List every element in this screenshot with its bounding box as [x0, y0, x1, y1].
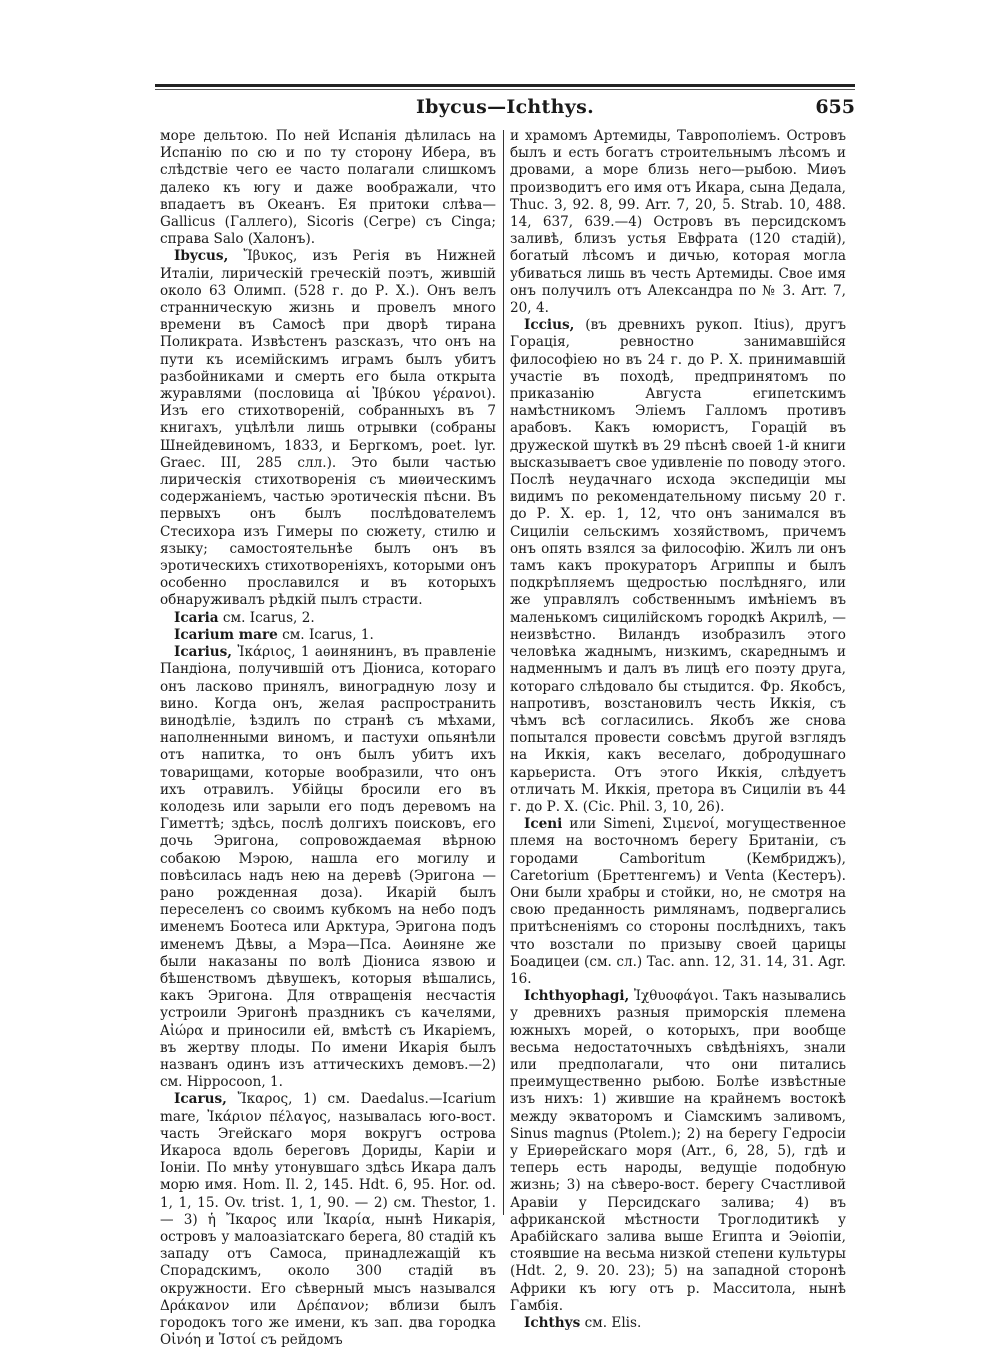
header-rule-thin [155, 89, 855, 90]
entry-ichthyophagi [510, 988, 846, 1315]
entry-headword: Ichthys [524, 1315, 581, 1332]
page-number: 655 [815, 96, 855, 118]
entry-text: Ἴκαρος, 1) см. Daedalus.—Icarium mare, Ἰκάριον πέλαγος, называлась юго-вост. часть Эгейскаго моря вокругъ острова Икароса вдоль береговъ Дориды, Каріи и Іоніи. По мнѣу утонувшаго здѣсь Икара далъ морю имя. Hom. Il. 2, 145. Hdt. 6, 95. Hor. od. 1, 1, 15. Ov. trist. 1, 1, 90. — 2) см. Thestor, 1. — 3) ἡ Ἴκαρος или Ἰκαρία, нынѣ Никарія, островъ у малоазіатскаго берега, 80 стадій къ западу отъ Самоса, принадлежащій къ Спорадскимъ, около 300 стадій въ окружности. Его сѣверный мысъ назывался Δράκανον или Δρέπανον; вблизи былъ городокъ того же имени, къ зап. два городка Οἰνόη и Ἰστοί съ рейдомъ [160, 1091, 496, 1349]
entry-text: Ἰκάριος, 1 аѳинянинъ, въ правленіе Пандіона, получившій отъ Діониса, котораго онъ ласково принялъ, виноградную лозу и вино. Когда онъ, желая распространить винодѣліе, ѣздилъ по странѣ съ мѣхами, наполненными виномъ, и пастухи опьянѣли отъ напитка, то онъ былъ убитъ ихъ товарищами, которые вообразили, что онъ ихъ отравилъ. Убійцы бросили его въ колодезь или зарыли его подъ деревомъ на Гиметтѣ; здѣсь, послѣ долгихъ поисковъ, его дочь Эригона, сопровождаемая вѣрною собакою Мэрою, нашла его могилу и повѣсилась надъ нею на деревѣ (Эригона — рано рожденная доза). Икарій былъ переселенъ со своимъ кубкомъ на небо подъ именемъ Боотеса или Арктура, Эригона подъ именемъ Дѣвы, а Мэра—Пса. Аѳиняне же были наказаны по волѣ Діониса язвою и бѣшенствомъ дѣвушекъ, которыя вѣшались, какъ Эригона. Для отвращенія несчастія устроили Эригонѣ праздникъ съ качелями, Αἰώρα и приносили ей, вмѣстѣ съ Икаріемъ, въ жертву плоды. По имени Икарія былъ названъ одинъ изъ аттическихъ демовъ.—2) см. Hippocoon, 1. [160, 644, 496, 1091]
entry-icarus [160, 1091, 496, 1349]
entry-headword: Ichthyophagi, [524, 988, 630, 1005]
column-divider [503, 130, 504, 1215]
entry-text: и храмомъ Артемиды, Таврополіемъ. Островъ былъ и есть богатъ строительнымъ лѣсомъ и дровами, а море близь него—рыбою. Миѳъ производитъ его имя отъ Икара, сына Дедала, Thuc. 3, 92. 8, 99. Arr. 7, 20, 5. Strab. 10, 488. 14, 637, 639.—4) Островъ въ персидскомъ заливѣ, близъ устья Евфрата (120 стадій), богатый лѣсомъ и дичью, которая могла убиваться лишь въ честь Артемиды. Свое имя онъ получилъ отъ Александра по № 3. Arr. 7, 20, 4. [510, 128, 846, 317]
entry-headword: Ibycus, [174, 248, 229, 265]
right-column [510, 128, 846, 1332]
entry-headword: Icarium mare [174, 626, 278, 643]
entry-icaria [160, 610, 496, 627]
entry-iccius [510, 317, 846, 816]
entry-text: см. Elis. [584, 1315, 642, 1332]
entry-text: море дельтою. По ней Испанія дѣлилась на Испанію по сю и по ту сторону Ибера, въ слѣдствіе чего ее часто полагали слишкомъ далеко къ югу и даже воображали, что впадаетъ въ Океанъ. Ея притоки слѣва—Gallicus (Галлего), Sicoris (Сегре) съ Cinga; справа Salo (Халонъ). [160, 128, 496, 248]
entry-text: см. Icarus, 2. [222, 609, 315, 626]
entry-headword: Icarius, [174, 644, 233, 661]
running-head [155, 96, 855, 122]
entry-headword: Iccius, [524, 317, 575, 334]
entry-headword: Icarus, [174, 1091, 227, 1108]
entry-headword: Iceni [524, 816, 563, 833]
header-rule-thick [155, 84, 855, 87]
running-head-title: Ibycus—Ichthys. [415, 96, 594, 118]
entry-ibycus [160, 248, 496, 609]
entry-continuation [160, 128, 496, 248]
entry-text: см. Icarus, 1. [282, 626, 374, 643]
entry-text: или Simeni, Σιμενοί, могущественное племя на восточномъ берегу Британіи, съ городами Camboritum (Кембриджъ), Caretorium (Бреттенгемъ) и Venta (Кестеръ). Они были храбры и стойки, но, не смотря на свою преданность римлянамъ, подвергались притѣсненіямъ со стороны послѣднихъ, такъ что возстали по призыву своей царицы Боадицеи (см. сл.) Tac. ann. 12, 31. 14, 31. Agr. 16. [510, 816, 846, 987]
entry-icarium-mare [160, 627, 496, 644]
entry-icarius [160, 644, 496, 1091]
entry-headword: Icaria [174, 609, 219, 626]
entry-text: Ἰχθυοφάγοι. Такъ назывались у древнихъ разныя приморскія племена южныхъ морей, о которыхъ, при вообще весьма недостаточныхъ свѣдѣніяхъ, знали или предполагали, что они питались преимущественно рыбою. Болѣе извѣстные изъ нихъ: 1) жившие на крайнемъ востокѣ между экваторомъ и Сіамскимъ заливомъ, Sinus magnus (Ptolem.); 2) на берегу Гедросіи у Ериѳрейскаго моря (Arr., 6, 28, 5), гдѣ и теперь есть народы, ведущіе подобную жизнь; 3) на сѣверо-вост. берегу Счастливой Аравіи у Персидскаго залива; 4) въ африканской мѣстности Троглодитикѣ у Арабійскаго залива выше Египта и Эѳіопіи, стоявшие на весьма низкой степени культуры (Hdt. 2, 9. 20. 23); 5) на западной сторонѣ Африки къ югу отъ р. Масситола, нынѣ Гамбія. [510, 988, 846, 1314]
entry-ichthys [510, 1315, 846, 1332]
entry-continuation [510, 128, 846, 317]
left-column [160, 128, 496, 1349]
entry-text: Ἴβυκος, изъ Регія въ Нижней Италіи, лирическій греческій поэтъ, жившій около 63 Олимп. (528 г. до Р. Х.). Онъ велъ странническую жизнь и провелъ много времени въ Самосѣ при дворѣ тирана Поликрата. Извѣстенъ разсказъ, что онъ на пути къ исемійскимъ играмъ былъ убитъ разбойниками и смерть его была открыта журавлями (пословица αἱ Ἰβύκου γέρανοι). Изъ его стихотвореній, собранныхъ въ 7 книгахъ, уцѣлѣли лишь отрывки (собраны Шнейдевиномъ, 1833, и Бергкомъ, poet. lyr. Graec. III, 285 слл.). Это были частью лирическія стихотворенія съ миѳическимъ содержаніемъ, частью эротическія пѣсни. Въ первыхъ онъ былъ послѣдователемъ Стесихора изъ Гимеры по сюжету, стилю и языку; самостоятельнѣе былъ онъ въ эротическихъ стихотвореніяхъ, которыми онъ особенно прославился и въ которыхъ обнаруживалъ рѣдкій пылъ страсти. [160, 248, 496, 609]
entry-iceni [510, 816, 846, 988]
entry-text: (въ древнихъ рукоп. Itius), другъ Горація, ревностно занимавшійся философіею но въ 24 г. до Р. Х. принимавшій участіе въ походѣ, предпринятомъ по приказанію Августа египетскимъ намѣстникомъ Эліемъ Галломъ противъ арабовъ. Какъ юмористъ, Горацій въ дружеской шуткѣ въ 29 пѣснѣ своей 1-й книги высказываетъ свое удивленіе по поводу этого. Послѣ неудачнаго исхода экспедиціи мы видимъ по рекомендательному письму 20 г. до Р. Х. ep. 1, 12, что онъ занимался въ Сициліи сельскимъ хозяйствомъ, причемъ онъ опять взялся за философію. Жилъ ли онъ тамъ какъ прокураторъ Агриппы и былъ подкрѣпляемъ щедростью послѣдняго, или же управлялъ собственнымъ имѣніемъ въ маленькомъ сицилійскомъ городкѣ Акрилѣ, — неизвѣстно. Виландъ изобразилъ этого человѣка жаднымъ, низкимъ, скареднымъ и надменнымъ и далъ въ лицѣ его поэту друга, котораго слѣдовало бы стыдится. Фр. Якобсъ, напротивъ, возстановилъ честь Иккія, съ чѣмъ всѣ согласились. Якобъ же снова попытался провести совсѣмъ другой взглядъ на Иккія, какъ веселаго, добродушнаго карьериста. Отъ этого Иккія, слѣдуетъ отличать М. Иккія, претора въ Сициліи въ 44 г. до Р. Х. (Cic. Phil. 3, 10, 26). [510, 317, 846, 815]
